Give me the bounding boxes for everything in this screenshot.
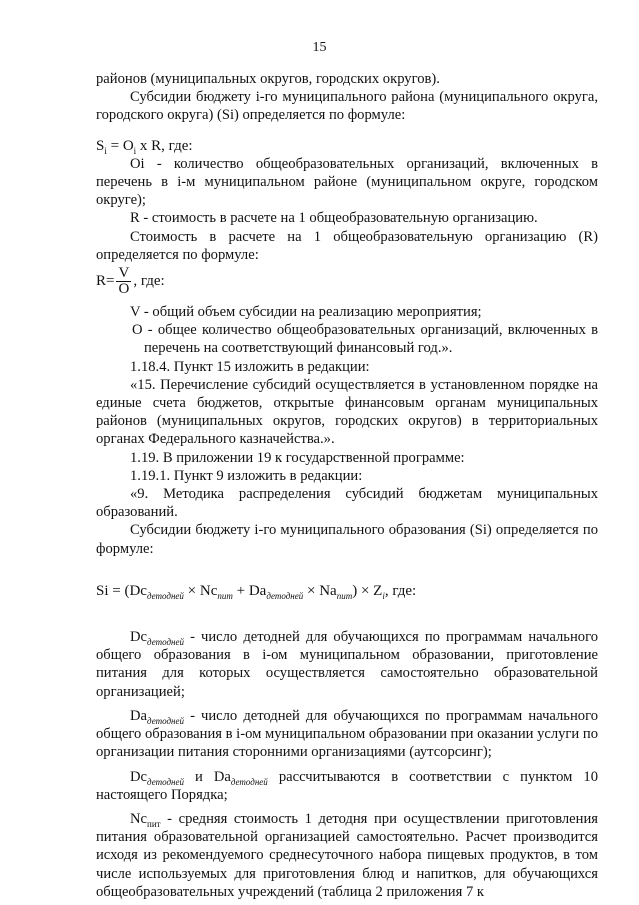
paragraph: 1.19.1. Пункт 9 изложить в редакции: (130, 467, 363, 484)
paragraph: Субсидии бюджету i-го муниципального образования (Si) определяется по формуле: (96, 522, 598, 557)
paragraph: «9. Методика распределения субсидий бюджетам муниципальных образований. (96, 486, 598, 521)
paragraph: районов (муниципальных округов, городских округов). (96, 71, 440, 87)
formula-si-meals: $Si = (Dc_{детодней} \times Nc_{пит} + Da_{детодней} \times Na_{пит}) \times Z_i$, где: (96, 582, 417, 601)
paragraph: 1.19. В приложении 19 к государственной программе: (130, 449, 465, 466)
paragraph-dc-da: $Dc_{детодней}$ и $Da_{детодней}$ рассчитываются в соответствии с пунктом 10 настоящего Порядка; (96, 768, 599, 803)
paragraph: Oi - количество общеобразовательных организаций, включенных в перечень в i-м муниципальном районе (муниципальном округе, городском округе); (96, 155, 598, 209)
paragraph: V - общий объем субсидии на реализацию мероприятия; (130, 304, 482, 321)
paragraph: O - общее количество общеобразовательных организаций, включенных в перечень на соответствующий финансовый год.». (132, 322, 598, 357)
formula-si: $S_i = O_i$ x R, где: (96, 137, 193, 156)
paragraph: R - стоимость в расчете на 1 общеобразовательную организацию. (130, 210, 538, 227)
paragraph: Субсидии бюджету i-го муниципального района (муниципального округа, городского округа) (Si) определяется по формуле: (96, 89, 598, 124)
formula-r: R= $\frac{V}{O}$ , где: (96, 265, 165, 298)
paragraph-da: $Da_{детодней}$ - число детодней для обучающихся по программам начального общего образования в i-ом муниципальном образовании при оказании услуги по организации питания сторонними организациями (аутсорсинг); (96, 707, 598, 761)
paragraph-nc: $Nc_{пит}$ - средняя стоимость 1 детодня при осуществлении приготовления питания образовательной организацией самостоятельно. Расчет производится исходя из рекомендуемого среднесуточного набора пищевых продуктов, в том числе используемых для приготовления блюд и напитков, для обучающихся общеобразовательных учреждений (таблица 2 приложения 7 к (96, 810, 598, 900)
document-body (96, 70, 598, 901)
paragraph: Стоимость в расчете на 1 общеобразовательную организацию (R) определяется по формуле: (96, 228, 598, 263)
paragraph: «15. Перечисление субсидий осуществляется в установленном порядке на единые счета бюджетов, открытые финансовым органам муниципальных районов (муниципальных округов, городских округов) в территориальных органах Федерального казначейства.». (96, 376, 598, 448)
paragraph: 1.18.4. Пункт 15 изложить в редакции: (130, 358, 370, 375)
page-number: 15 (312, 40, 327, 55)
fraction: $\frac{V}{O}$ (118, 265, 130, 298)
paragraph-dc: $Dc_{детодней}$ - число детодней для обучающихся по программам начального общего образования в i-ом муниципальном образовании, приготовление питания для которых осуществляется самостоятельно образовательной организацией; (96, 629, 598, 700)
